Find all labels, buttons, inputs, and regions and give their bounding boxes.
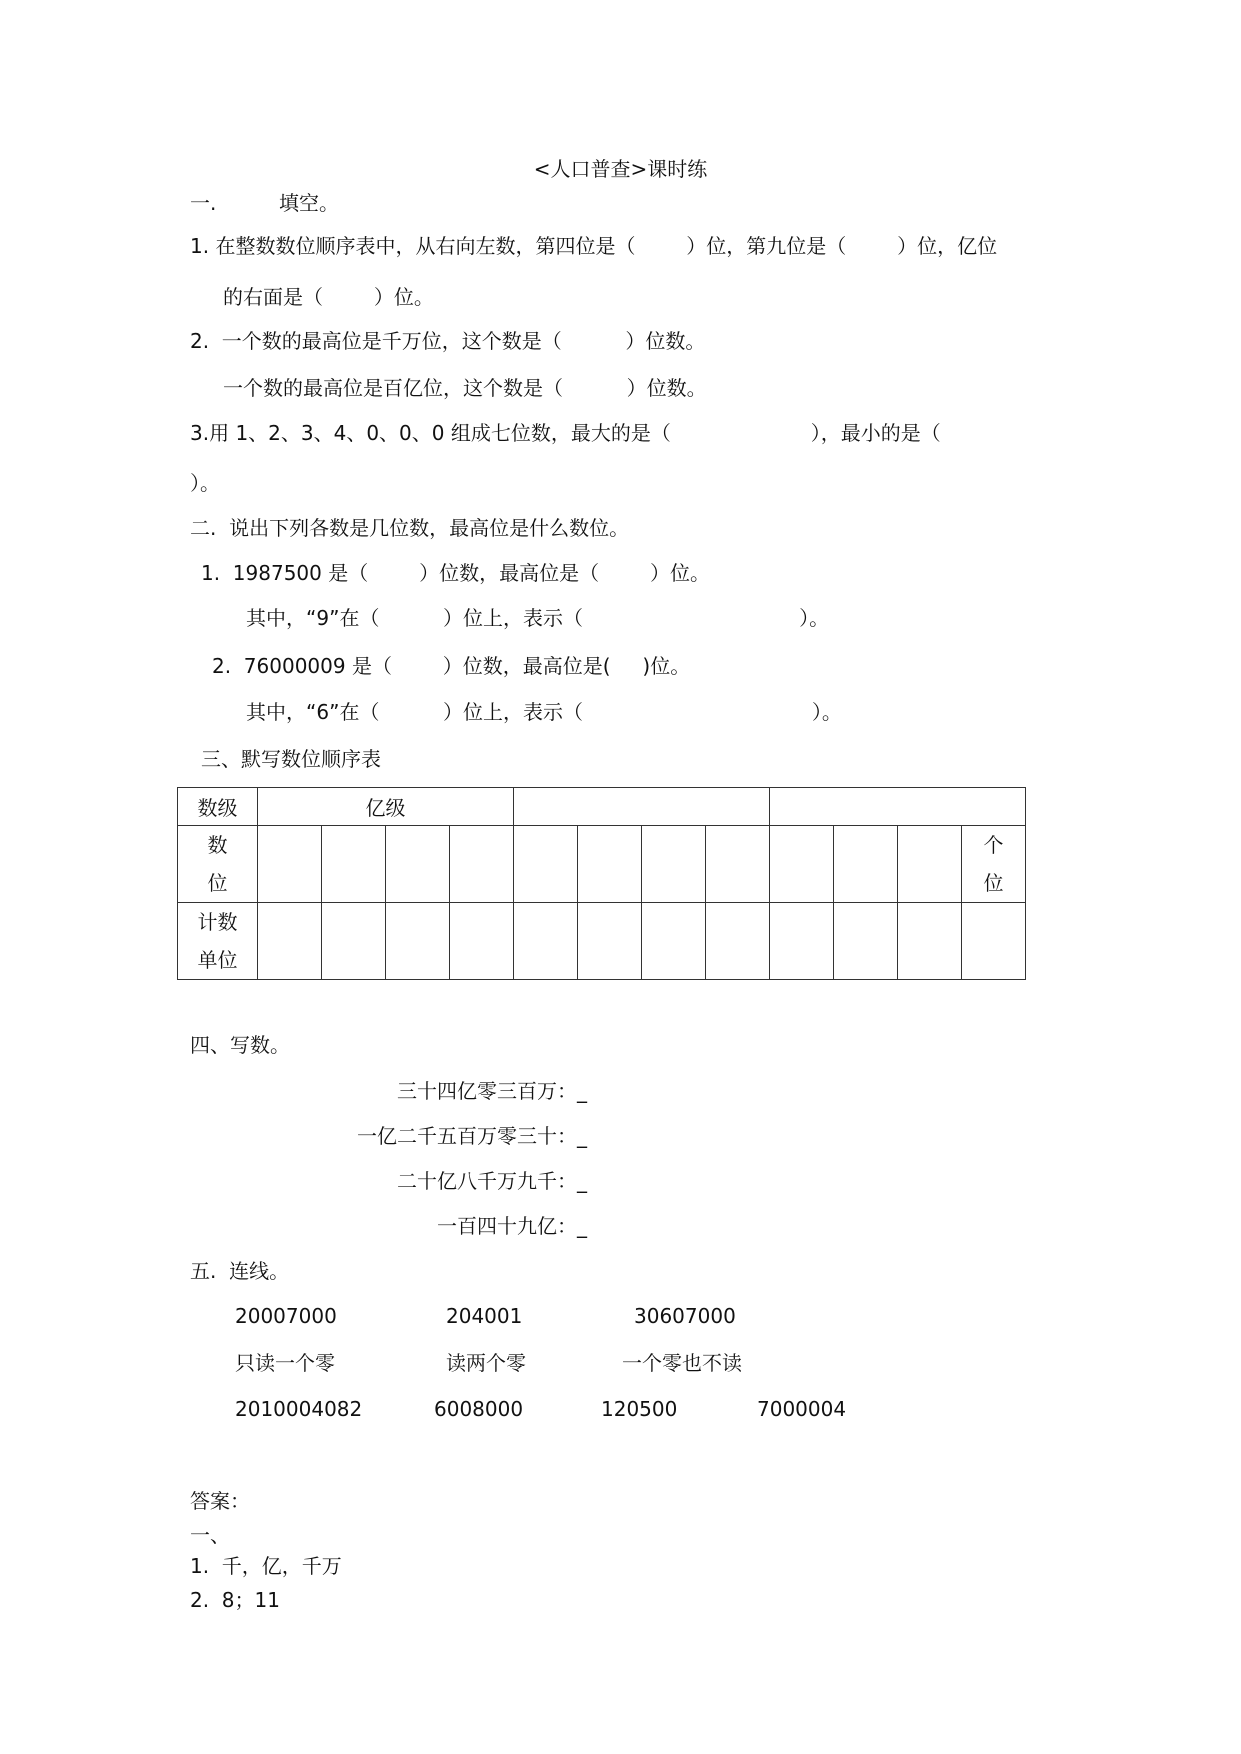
cell-unit[interactable]: [386, 903, 450, 980]
question-2-2: 2. 76000009 是（ ）位数，最高位是( )位。: [212, 654, 691, 678]
section-4-heading: 四、写数。: [190, 1033, 290, 1057]
question-1-1-cont: 的右面是（ ）位。: [223, 285, 434, 309]
match-number[interactable]: 7000004: [757, 1397, 847, 1421]
cell-unit[interactable]: [258, 903, 322, 980]
answer-2: 2. 8；11: [190, 1588, 280, 1612]
answers-heading: 答案：: [190, 1489, 250, 1513]
cell-unit[interactable]: [450, 903, 514, 980]
ones-label-1: 个: [983, 833, 1004, 857]
match-number[interactable]: 2010004082: [235, 1397, 363, 1421]
section-1-heading: 填空。: [279, 191, 339, 215]
question-2-2b: 其中，“6”在（ ）位上，表示（ ）。: [246, 700, 842, 724]
question-1-2b: 一个数的最高位是百亿位，这个数是（ ）位数。: [223, 376, 707, 400]
ones-label-2: 位: [983, 871, 1004, 895]
match-category[interactable]: 只读一个零: [235, 1351, 335, 1375]
cell-digit-label: [178, 826, 258, 903]
section-2-heading: 二. 说出下列各数是几位数，最高位是什么数位。: [190, 516, 630, 540]
cell-unit[interactable]: [642, 903, 706, 980]
cell-digit[interactable]: [706, 826, 770, 903]
cell-digit[interactable]: [258, 826, 322, 903]
cell-level-ge[interactable]: [770, 788, 1026, 826]
match-number[interactable]: 20007000: [235, 1304, 337, 1328]
cell-unit[interactable]: [322, 903, 386, 980]
cell-level-wan[interactable]: [514, 788, 770, 826]
cell-unit[interactable]: [706, 903, 770, 980]
cell-digit[interactable]: [514, 826, 578, 903]
question-1-3: 3.用 1、2、3、4、0、0、0 组成七位数，最大的是（ ），最小的是（: [190, 421, 941, 445]
place-value-table: [177, 787, 1026, 980]
question-2-1: 1. 1987500 是（ ）位数，最高位是（ ）位。: [201, 561, 710, 585]
write-number-item: 二十亿八千万九千：_: [397, 1169, 587, 1193]
match-number[interactable]: 120500: [601, 1397, 678, 1421]
section-3-heading: 三、默写数位顺序表: [201, 747, 381, 771]
write-number-item: 一亿二千五百万零三十：_: [357, 1124, 587, 1148]
cell-unit[interactable]: [514, 903, 578, 980]
write-number-item: 三十四亿零三百万：_: [397, 1079, 587, 1103]
cell-digit[interactable]: [578, 826, 642, 903]
cell-unit[interactable]: [770, 903, 834, 980]
unit-label-1: 计数: [197, 910, 238, 934]
cell-digit[interactable]: [834, 826, 898, 903]
cell-digit[interactable]: [450, 826, 514, 903]
cell-level-label: 数级: [178, 788, 258, 826]
cell-digit[interactable]: [898, 826, 962, 903]
digit-label-2: 位: [207, 871, 228, 895]
section-5-heading: 五. 连线。: [190, 1259, 290, 1283]
cell-unit[interactable]: [898, 903, 962, 980]
match-number[interactable]: 6008000: [434, 1397, 524, 1421]
cell-unit[interactable]: [834, 903, 898, 980]
question-1-1: 1. 在整数数位顺序表中，从右向左数，第四位是（ ）位，第九位是（ ）位，亿位: [190, 234, 998, 258]
digit-label-1: 数: [207, 833, 228, 857]
answers-section-1: 一、: [190, 1523, 230, 1547]
match-category[interactable]: 读两个零: [446, 1351, 526, 1375]
match-category[interactable]: 一个零也不读: [622, 1351, 742, 1375]
write-number-item: 一百四十九亿：_: [437, 1214, 587, 1238]
match-number[interactable]: 30607000: [634, 1304, 736, 1328]
section-1-number: 一.: [190, 191, 217, 215]
cell-level-yi[interactable]: 亿级: [258, 788, 514, 826]
unit-label-2: 单位: [197, 948, 238, 972]
question-2-1b: 其中，“9”在（ ）位上，表示（ ）。: [246, 606, 830, 630]
cell-unit-label: [178, 903, 258, 980]
cell-digit[interactable]: [770, 826, 834, 903]
answer-1: 1. 千，亿，千万: [190, 1554, 342, 1578]
match-number[interactable]: 204001: [446, 1304, 523, 1328]
cell-digit-ones: [962, 826, 1026, 903]
cell-unit[interactable]: [578, 903, 642, 980]
cell-digit[interactable]: [642, 826, 706, 903]
cell-digit[interactable]: [322, 826, 386, 903]
question-1-3-cont: ）。: [190, 471, 220, 495]
question-1-2: 2. 一个数的最高位是千万位，这个数是（ ）位数。: [190, 329, 706, 353]
cell-digit[interactable]: [386, 826, 450, 903]
page-title: <人口普查>课时练: [533, 157, 708, 181]
cell-unit[interactable]: [962, 903, 1026, 980]
